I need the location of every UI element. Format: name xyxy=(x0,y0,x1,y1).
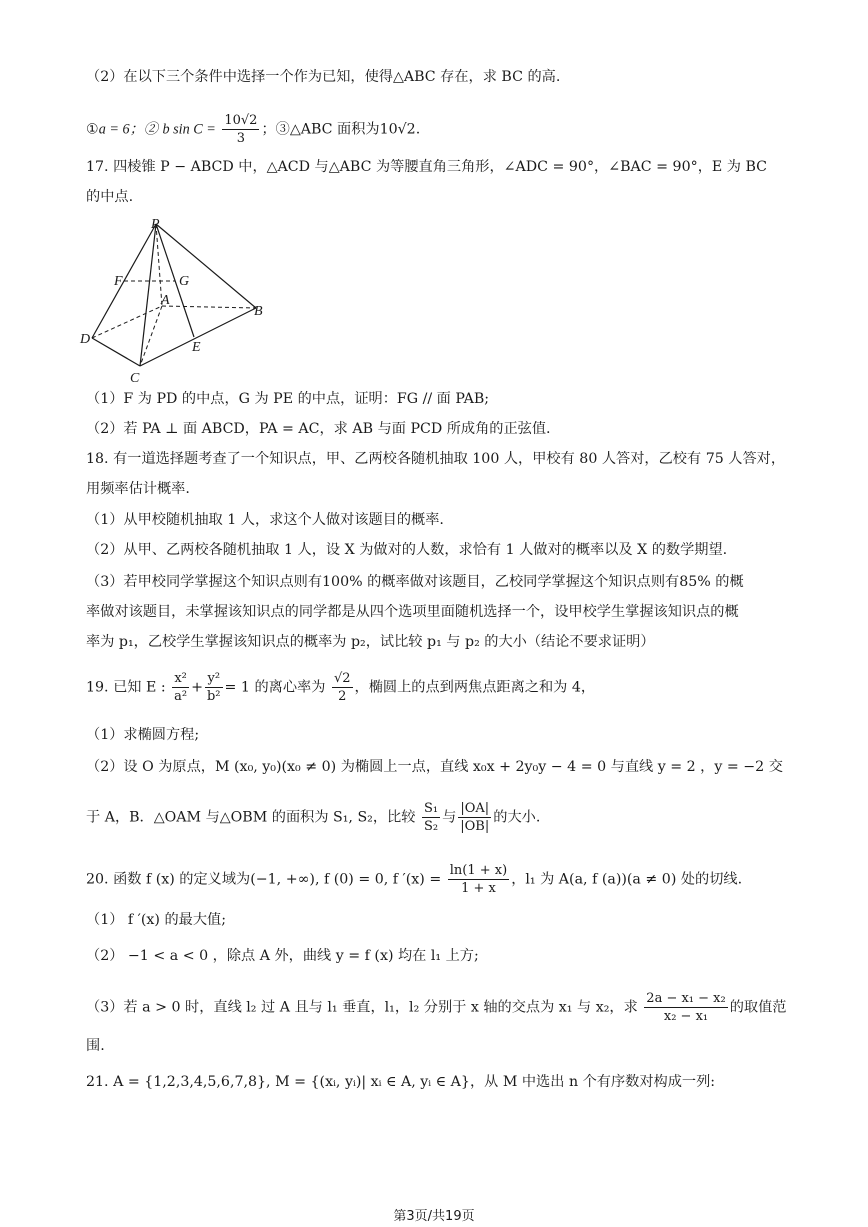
q19-part2: （2）设 O 为原点，M (x₀, y₀)(x₀ ≠ 0) 为椭圆上一点，直线 x₀x + 2y₀y − 4 = 0 与直线 y = 2 ，y = −2 交 xyxy=(86,759,783,775)
q20-prefix: 20. 函数 f (x) 的定义域为(−1, +∞), f (0) = 0, f ′(x) = xyxy=(86,871,442,888)
label-P: P xyxy=(151,217,160,232)
q19-compare-prefix: 于 A，B．△OAM 与△OBM 的面积为 S₁, S₂，比较 xyxy=(86,809,416,826)
q19-stem xyxy=(86,670,595,705)
cond-marker: ① xyxy=(86,121,99,138)
fraction-10root2-over-3: $\frac{10√2}{3}$ xyxy=(224,113,258,146)
word-and: 与 xyxy=(442,809,457,826)
q18-part2: （2）从甲、乙两校各随机抽取 1 人，设 X 为做对的人数，求恰有 1 人做对的概率以及 X 的数学期望. xyxy=(86,542,728,558)
label-A: A xyxy=(161,293,170,308)
area-value: 10√2 xyxy=(379,121,416,138)
label-E: E xyxy=(192,340,201,355)
q21-stem: 21. A = {1,2,3,4,5,6,7,8}, M = {(xᵢ, yᵢ)| xᵢ ∈ A, yᵢ ∈ A}，从 M 中选出 n 个有序数对构成一列: xyxy=(86,1074,716,1090)
q16-part2: （2）在以下三个条件中选择一个作为已知，使得△ABC 存在，求 BC 的高. xyxy=(86,69,561,85)
q19-suffix: ，椭圆上的点到两焦点距离之和为 4， xyxy=(354,679,596,696)
q17-part1: （1）F 为 PD 的中点，G 为 PE 的中点，证明：FG // 面 PAB; xyxy=(86,391,490,407)
cond-3: ；③△ABC 面积为 xyxy=(261,121,380,138)
page-footer: 第3页/共19页 xyxy=(393,1209,475,1224)
fraction-ln-over: $\frac{\ln(1 + x)}{1 + x}$ xyxy=(449,863,508,896)
q17-stem-cont: 的中点. xyxy=(86,189,134,205)
plus-sign: + xyxy=(191,679,203,696)
q20-stem xyxy=(86,862,742,897)
fraction-s1-s2: $\frac{\text{S₁}}{\text{S₂}}$ xyxy=(423,801,439,834)
q19-part1: （1）求椭圆方程; xyxy=(86,727,200,743)
equals-one: = 1 xyxy=(224,679,250,696)
q17-part2: （2）若 PA ⊥ 面 ABCD，PA = AC，求 AB 与面 PCD 所成角的正弦值. xyxy=(86,421,551,437)
label-B: B xyxy=(254,304,263,319)
q18-part3-cont2: 率为 p₁，乙校学生掌握该知识点的概率为 p₂，试比较 p₁ 与 p₂ 的大小（结论不要求证明） xyxy=(86,634,655,650)
period: . xyxy=(415,121,421,138)
q20-part3-suffix: 的取值范 xyxy=(729,999,787,1016)
q20-part3-cont: 围. xyxy=(86,1038,105,1054)
q20-part2: （2） −1 < a < 0 ，除点 A 外，曲线 y = f (x) 均在 l₁ 上方; xyxy=(86,948,479,964)
q16-conditions xyxy=(86,112,420,147)
q19-part2-cont xyxy=(86,800,540,835)
q18-part1: （1）从甲校随机抽取 1 人，求这个人做对该题目的概率. xyxy=(86,512,444,528)
q18-stem-cont: 用频率估计概率. xyxy=(86,481,190,497)
label-G: G xyxy=(179,274,190,289)
q20-part3-prefix: （3）若 a > 0 时，直线 l₂ 过 A 且与 l₁ 垂直，l₁，l₂ 分别于 x 轴的交点为 x₁ 与 x₂，求 xyxy=(86,999,638,1016)
label-C: C xyxy=(130,371,140,386)
label-F: F xyxy=(114,274,123,289)
cond-2: b sin C = xyxy=(162,121,216,138)
fraction-oa-ob: $\frac{|OA|}{|OB|}$ xyxy=(460,801,490,834)
cond-1: a = 6；② xyxy=(98,121,158,138)
fraction-y2-b2: $\frac{\text{y²}}{\text{b²}}$ xyxy=(206,671,221,704)
q19-prefix: 19. 已知 E : xyxy=(86,679,166,696)
pyramid-figure xyxy=(78,212,278,388)
q20-part1: （1） f ′(x) 的最大值; xyxy=(86,912,227,928)
q20-part3 xyxy=(86,990,786,1025)
q18-stem: 18. 有一道选择题考查了一个知识点，甲、乙两校各随机抽取 100 人，甲校有 80 人答对，乙校有 75 人答对， xyxy=(86,451,786,467)
q18-part3: （3）若甲校同学掌握这个知识点则有100% 的概率做对该题目，乙校同学掌握这个知识点则有85% 的概 xyxy=(86,574,744,590)
q17-stem: 17. 四棱锥 P − ABCD 中，△ACD 与△ABC 为等腰直角三角形，∠ADC = 90°，∠BAC = 90°，E 为 BC xyxy=(86,159,768,175)
q18-part3-cont1: 率做对该题目，未掌握该知识点的同学都是从四个选项里面随机选择一个，设甲校学生掌握该知识点的概 xyxy=(86,604,739,620)
eccentricity-label: 的离心率为 xyxy=(254,679,326,696)
label-D: D xyxy=(80,332,91,347)
fraction-ratio: $\frac{\text{2a − x₁ − x₂}}{\text{x₂ − x₁}}$ xyxy=(646,991,726,1024)
q19-compare-suffix: 的大小. xyxy=(493,809,541,826)
fraction-root2-over-2: $\frac{√2}{2}$ xyxy=(333,671,351,704)
q20-suffix: ，l₁ 为 A(a, f (a))(a ≠ 0) 处的切线. xyxy=(511,871,743,888)
fraction-x2-a2: $\frac{\text{x²}}{\text{a²}}$ xyxy=(174,671,188,704)
